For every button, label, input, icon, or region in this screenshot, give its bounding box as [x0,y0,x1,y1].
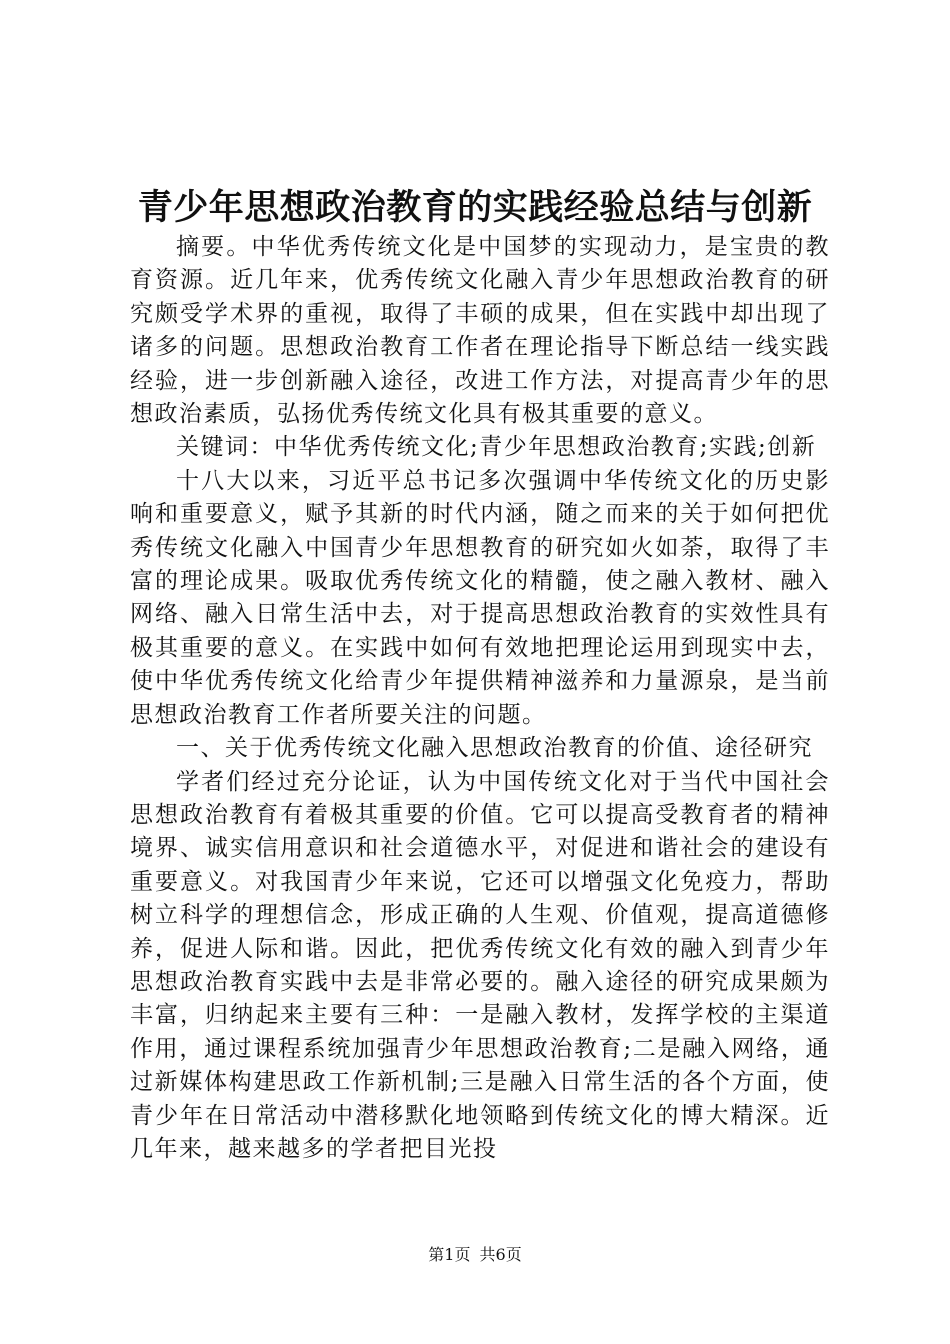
intro-paragraph: 十八大以来，习近平总书记多次强调中华传统文化的历史影响和重要意义，赋予其新的时代内涵，随之而来的关于如何把优秀传统文化融入中国青少年思想教育的研究如火如荼，取得了丰富的理论成果。吸取优秀传统文化的精髓，使之融入教材、融入网络、融入日常生活中去，对于提高思想政治教育的实效性具有极其重要的意义。在实践中如何有效地把理论运用到现实中去，使中华优秀传统文化给青少年提供精神滋养和力量源泉，是当前思想政治教育工作者所要关注的问题。 [130,467,830,728]
keywords-paragraph: 关键词：中华优秀传统文化;青少年思想政治教育;实践;创新 [176,434,817,461]
abstract-paragraph: 摘要。中华优秀传统文化是中国梦的实现动力，是宝贵的教育资源。近几年来，优秀传统文化融入青少年思想政治教育的研究颇受学术界的重视，取得了丰硕的成果，但在实践中却出现了诸多的问题。思想政治教育工作者在理论指导下断总结一线实践经验，进一步创新融入途径，改进工作方法，对提高青少年的思想政治素质，弘扬优秀传统文化具有极其重要的意义。 [130,234,830,428]
section-paragraph: 学者们经过充分论证，认为中国传统文化对于当代中国社会思想政治教育有着极其重要的价值。它可以提高受教育者的精神境界、诚实信用意识和社会道德水平，对促进和谐社会的建设有重要意义。对我国青少年来说，它还可以增强文化免疫力，帮助树立科学的理想信念，形成正确的人生观、价值观，提高道德修养，促进人际和谐。因此，把优秀传统文化有效的融入到青少年思想政治教育实践中去是非常必要的。融入途径的研究成果颇为丰富，归纳起来主要有三种：一是融入教材，发挥学校的主渠道作用，通过课程系统加强青少年思想政治教育;二是融入网络，通过新媒体构建思政工作新机制;三是融入日常生活的各个方面，使青少年在日常活动中潜移默化地领略到传统文化的博大精深。近几年来，越来越多的学者把目光投 [130,768,830,1162]
section-heading: 一、关于优秀传统文化融入思想政治教育的价值、途径研究 [176,735,813,762]
document-title: 青少年思想政治教育的实践经验总结与创新 [137,187,813,228]
document-body [130,231,830,1166]
page-total: 共6页 [479,1245,522,1264]
page-footer [0,1245,950,1265]
page-number: 第1页 [428,1245,471,1264]
